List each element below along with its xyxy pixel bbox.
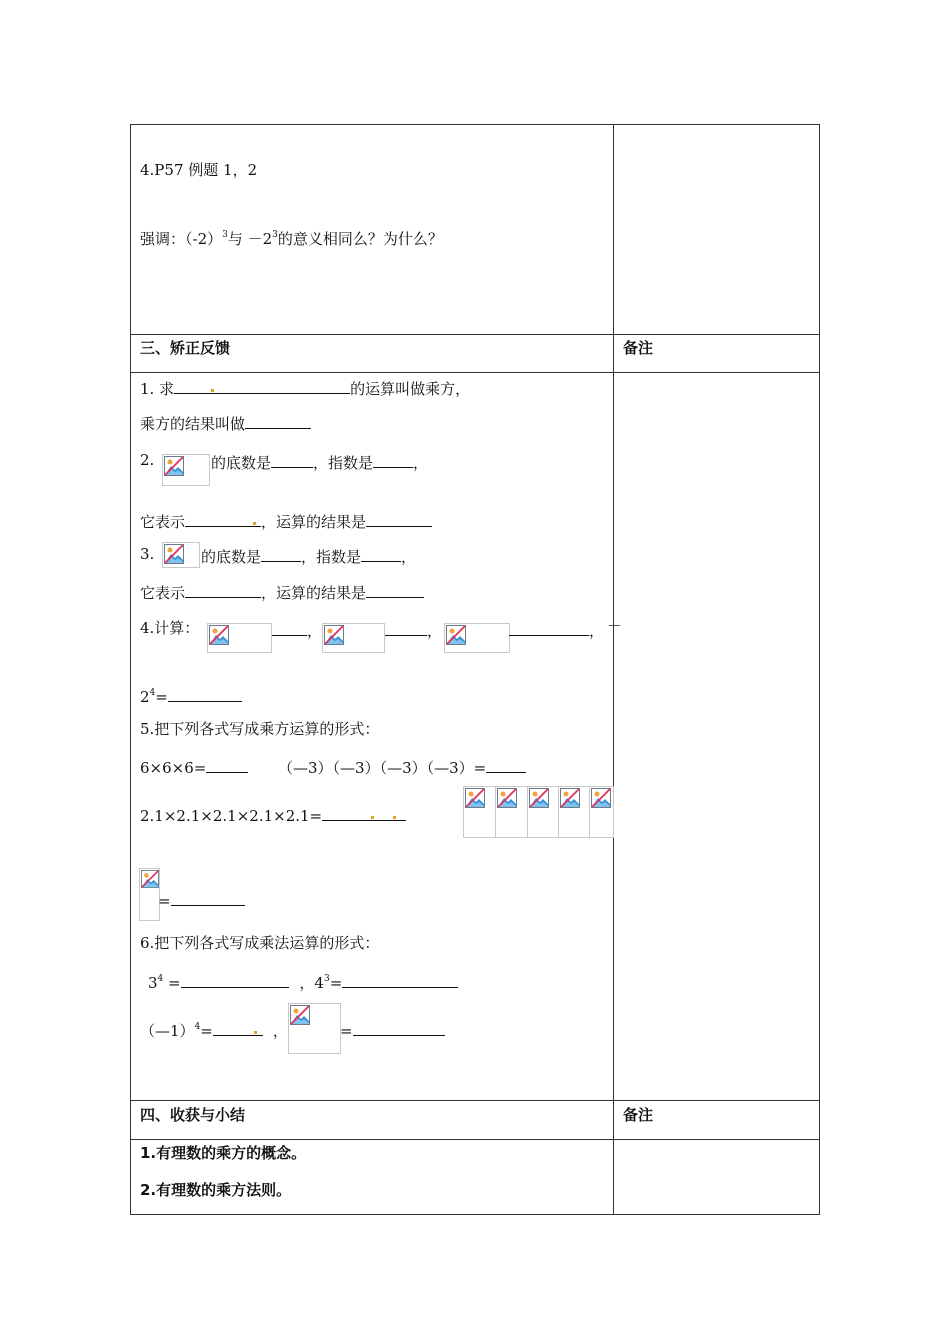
- question-6-line1: $3^4$ = ，$4^3=$: [148, 973, 458, 991]
- broken-image-icon: [324, 625, 344, 645]
- answer-blank[interactable]: [322, 806, 406, 821]
- summary-item-2: 2.有理数的乘方法则。: [140, 1181, 292, 1199]
- expression-image: [495, 786, 528, 838]
- question-2-line1: 的底数是 ，指数是 ，: [211, 454, 429, 472]
- question-5-expr3: 2.1×2.1×2.1×2.1×2.1=: [140, 806, 406, 824]
- answer-blank[interactable]: [272, 621, 307, 636]
- answer-blank[interactable]: [185, 512, 261, 527]
- broken-image-icon: [560, 788, 580, 808]
- answer-blank[interactable]: [509, 621, 589, 636]
- answer-blank[interactable]: [171, 891, 245, 906]
- expression-image: [207, 623, 272, 653]
- broken-image-icon: [529, 788, 549, 808]
- answer-blank[interactable]: [261, 547, 301, 562]
- expression-image: [322, 623, 385, 653]
- answer-blank[interactable]: [366, 583, 424, 598]
- expression-image: [527, 786, 559, 838]
- answer-blank[interactable]: [271, 453, 313, 468]
- answer-blank[interactable]: [168, 687, 242, 702]
- question-5-expr4: =: [158, 891, 245, 909]
- answer-blank[interactable]: [366, 512, 432, 527]
- question-3-line1: 的底数是 ，指数是 ，: [201, 548, 417, 566]
- broken-image-icon: [497, 788, 517, 808]
- question-2-line2: 它表示 ，运算的结果是: [140, 512, 432, 530]
- answer-blank[interactable]: [353, 1021, 445, 1036]
- answer-blank[interactable]: [373, 453, 413, 468]
- section-title-summary: 四、收获与小结: [140, 1106, 246, 1124]
- broken-image-icon: [446, 625, 466, 645]
- question-1-line2: 乘方的结果叫做: [140, 414, 311, 432]
- answer-blank[interactable]: [213, 1021, 263, 1036]
- answer-blank[interactable]: [342, 973, 458, 988]
- expression-image: [139, 868, 160, 921]
- question-5-expr2: （—3）（—3）（—3）（—3）=: [278, 758, 526, 776]
- broken-image-icon: [164, 544, 184, 564]
- expression-image: [288, 1003, 341, 1054]
- minus-sign: －: [607, 617, 623, 635]
- broken-image-icon: [591, 788, 611, 808]
- question-4-last: $2^4=$: [140, 687, 242, 705]
- broken-image-icon: [290, 1005, 310, 1025]
- answer-blank[interactable]: [185, 583, 261, 598]
- section-title-feedback: 三、矫正反馈: [140, 339, 231, 357]
- answer-blank[interactable]: [206, 758, 248, 773]
- answer-blank[interactable]: [174, 379, 350, 394]
- question-3-number: 3.: [140, 545, 155, 563]
- remarks-header: 备注: [623, 1106, 654, 1124]
- answer-blank[interactable]: [245, 414, 311, 429]
- expression-image: [162, 454, 210, 486]
- remarks-header: 备注: [623, 339, 654, 357]
- answer-blank[interactable]: [181, 973, 289, 988]
- question-1: 1. 求 的运算叫做乘方，: [140, 380, 471, 398]
- summary-item-1: 1.有理数的乘方的概念。: [140, 1144, 307, 1162]
- broken-image-icon: [209, 625, 229, 645]
- broken-image-icon: [465, 788, 485, 808]
- broken-image-icon: [141, 870, 159, 888]
- question-6-label: 6.把下列各式写成乘法运算的形式：: [140, 934, 380, 952]
- question-6-line2: （—1）$^4$= ，: [140, 1022, 288, 1040]
- example-reference: 4.P57 例题 1，2: [140, 161, 258, 179]
- expression-image: [463, 786, 496, 838]
- question-4-label: 4.计算：: [140, 619, 200, 637]
- question-6-expr-d: =: [340, 1021, 445, 1039]
- emphasis-question: 强调：$(-2)^3$与 $-2^3$的意义相同么？为什么？: [140, 230, 443, 248]
- expression-image: [589, 786, 614, 838]
- answer-blank[interactable]: [361, 547, 401, 562]
- expression-image: [444, 623, 510, 653]
- question-5-label: 5.把下列各式写成乘方运算的形式：: [140, 720, 380, 738]
- expression-image: [558, 786, 590, 838]
- answer-blank[interactable]: [486, 758, 526, 773]
- question-3-line2: 它表示 ，运算的结果是: [140, 583, 424, 601]
- answer-blank[interactable]: [385, 621, 427, 636]
- question-5-expr1: 6×6×6=: [140, 758, 248, 776]
- question-2-number: 2.: [140, 451, 155, 469]
- expression-image: [162, 542, 200, 568]
- broken-image-icon: [164, 456, 184, 476]
